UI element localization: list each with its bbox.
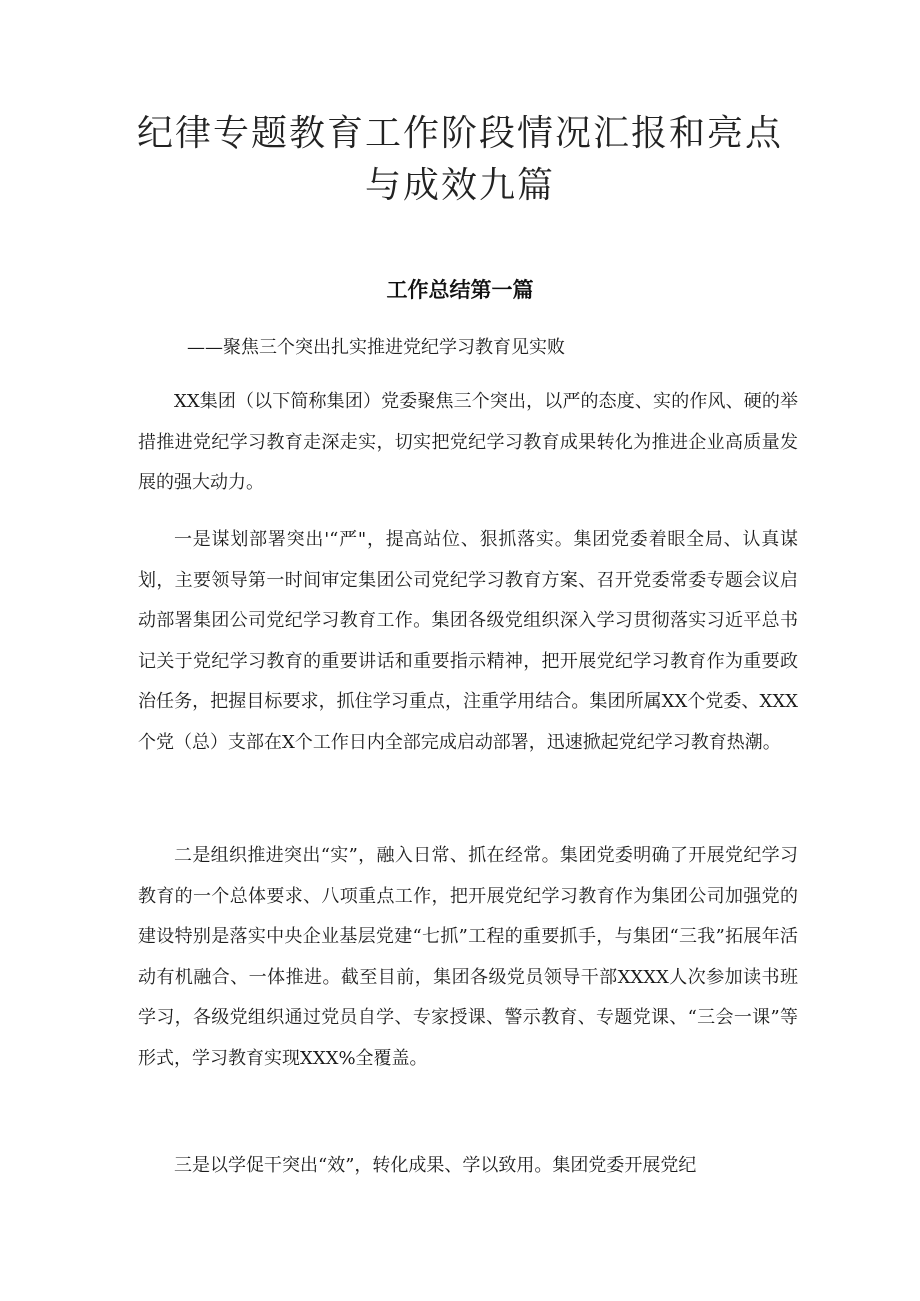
body-paragraph-planning: 一是谋划部署突出'“严"，提高站位、狠抓落实。集团党委着眼全局、认真谋划，主要领导第一时间审定集团公司党纪学习教育方案、召开党委常委专题会议启动部署集团公司党纪学习教育工作。集团各级党组织深入学习贯彻落实习近平总书记关于党纪学习教育的重要讲话和重要指示精神，把开展党纪学习教育作为重要政治任务，把握目标要求，抓住学习重点，注重学用结合。集团所属XX个党委、XXX个党（总）支部在X个工作日内全部完成启动部署，迅速掀起党纪学习教育热潮。 [138, 529, 798, 753]
section-heading: 工作总结第一篇 [386, 278, 534, 302]
body-paragraph-intro: XX集团（以下简称集团）党委聚焦三个突出，以严的态度、实的作风、硬的举措推进党纪学习教育走深走实，切实把党纪学习教育成果转化为推进企业高质量发展的强大动力。 [138, 391, 798, 493]
body-paragraph-results: 三是以学促干突出“效”，转化成果、学以致用。集团党委开展党纪 [174, 1155, 697, 1176]
section-subtitle: ——聚焦三个突出扎实推进党纪学习教育见实败 [187, 337, 565, 358]
document-title: 纪律专题教育工作阶段情况汇报和亮点与成效九篇 [136, 113, 783, 206]
body-paragraph-implementation: 二是组织推进突出“实”，融入日常、抓在经常。集团党委明确了开展党纪学习教育的一个总体要求、八项重点工作，把开展党纪学习教育作为集团公司加强党的建设特别是落实中央企业基层党建“七抓”工程的重要抓手，与集团“三我”拓展年活动有机融合、一体推进。截至目前，集团各级党员领导干部XXXX人次参加读书班学习，各级党组织通过党员自学、专家授课、警示教育、专题党课、“三会一课”等形式，学习教育实现XXX%全覆盖。 [138, 845, 798, 1069]
